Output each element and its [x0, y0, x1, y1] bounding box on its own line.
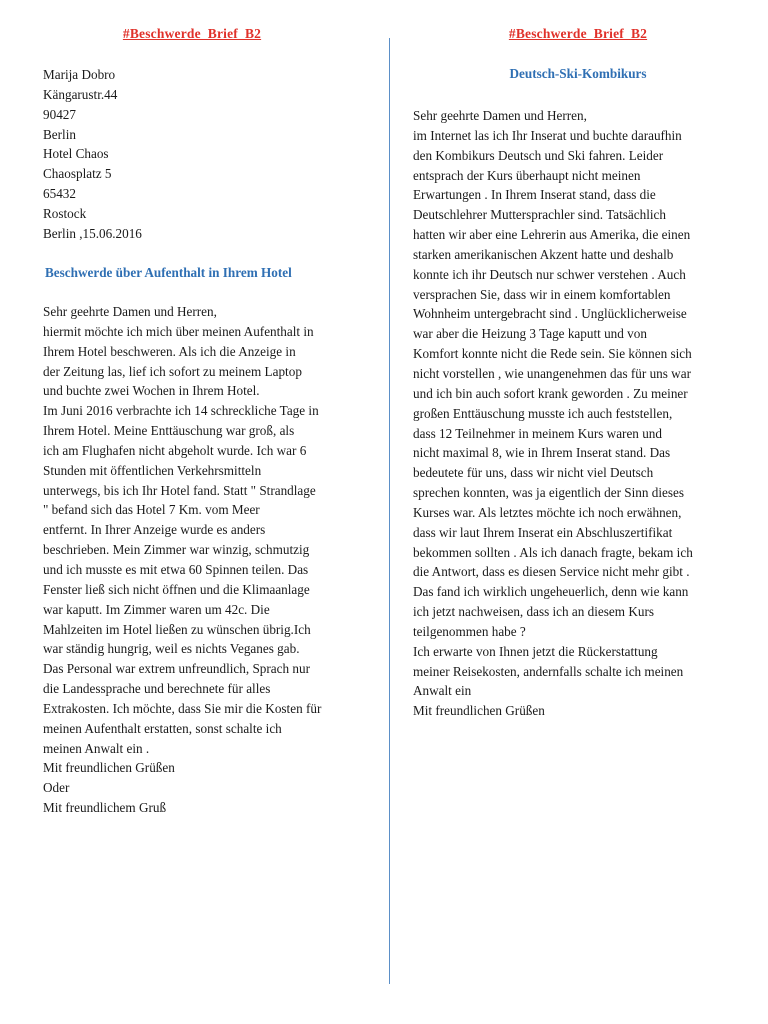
text-line: meinen Anwalt ein .: [43, 740, 150, 756]
text-line: ich jetzt nachweisen, dass ich an diesem Kurs: [413, 604, 654, 620]
text-line: nicht vorstellen , wie unangenehmen das für uns war: [413, 365, 691, 381]
text-line: Mit freundlichen Grüßen: [413, 703, 545, 719]
text-line: den Kombikurs Deutsch und Ski fahren. Leider: [413, 147, 664, 163]
text-line: Im Juni 2016 verbrachte ich 14 schreckliche Tage in: [43, 403, 319, 419]
text-line: konnte ich ihr Deutsch nur schwer verstehen . Auch: [413, 266, 686, 282]
text-line: versprachen Sie, dass wir in einem komfortablen: [413, 286, 671, 302]
left-letter-body: [43, 302, 321, 818]
text-line: bekommen sollten . Als ich danach fragte, bekam ich: [413, 544, 693, 560]
text-line: die Antwort, dass es diesen Service nicht mehr gibt .: [413, 564, 690, 580]
text-line: bedeutete für uns, dass wir nicht viel Deutsch: [413, 465, 654, 481]
text-line: Das fand ich wirklich ungeheuerlich, denn wie kann: [413, 584, 689, 600]
right-subject-line: Deutsch-Ski-Kombikurs: [509, 66, 647, 81]
text-line: teilgenommen habe ?: [413, 623, 526, 639]
text-line: Mit freundlichen Grüßen: [43, 760, 175, 776]
text-line: unterwegs, bis ich Ihr Hotel fand. Statt " Strandlage: [43, 482, 316, 498]
text-line: dass 12 Teilnehmer in meinem Kurs waren und: [413, 425, 662, 441]
sender-recipient-address: [43, 65, 142, 244]
text-line: meiner Reisekosten, andernfalls schalte ich meinen: [413, 663, 684, 679]
text-line: Deutschlehrer Muttersprachler sind. Tatsächlich: [413, 207, 666, 223]
text-line: Mahlzeiten im Hotel ließen zu wünschen übrig.Ich: [43, 621, 311, 637]
text-line: Ihrem Hotel beschweren. Als ich die Anzeige in: [43, 343, 296, 359]
text-line: Oder: [43, 780, 70, 796]
address-line: Hotel Chaos: [43, 146, 109, 162]
text-line: meinen Aufenthalt erstatten, sonst schalte ich: [43, 720, 282, 736]
text-line: entfernt. In Ihrer Anzeige wurde es anders: [43, 522, 266, 538]
text-line: Mit freundlichem Gruß: [43, 800, 167, 816]
text-line: Extrakosten. Ich möchte, dass Sie mir die Kosten für: [43, 700, 322, 716]
address-line: Rostock: [43, 205, 87, 221]
text-line: Fenster ließ sich nicht öffnen und die Klimaanlage: [43, 581, 310, 597]
address-line: Chaosplatz 5: [43, 166, 112, 182]
text-line: war aber die Heizung 3 Tage kaputt und von: [413, 326, 647, 342]
text-line: war ständig hungrig, weil es nichts Veganes gab.: [43, 641, 300, 657]
text-line: nicht maximal 8, wie in Ihrem Inserat stand. Das: [413, 445, 671, 461]
text-line: Das Personal war extrem unfreundlich, Sprach nur: [43, 661, 310, 677]
left-hashtag-title: #Beschwerde_Brief_B2: [122, 26, 262, 41]
text-line: starken amerikanischen Akzent hatte und deshalb: [413, 246, 674, 262]
text-line: hiermit möchte ich mich über meinen Aufenthalt in: [43, 323, 314, 339]
text-line: der Zeitung las, lief ich sofort zu meinem Laptop: [43, 363, 302, 379]
address-line: 90427: [43, 106, 76, 122]
right-letter-body: [413, 106, 693, 721]
left-subject-line: Beschwerde über Aufenthalt in Ihrem Hotel: [45, 265, 292, 280]
text-line: hatten wir aber eine Lehrerin aus Amerika, die einen: [413, 227, 691, 243]
text-line: Ich erwarte von Ihnen jetzt die Rückerstattung: [413, 643, 658, 659]
text-line: dass wir laut Ihrem Inserat ein Abschluszertifikat: [413, 524, 673, 540]
text-line: Erwartungen . In Ihrem Inserat stand, dass die: [413, 187, 656, 203]
text-line: Sehr geehrte Damen und Herren,: [43, 304, 217, 319]
text-line: Kurses war. Als letztes möchte ich noch erwähnen,: [413, 504, 682, 520]
address-line: Marija Dobro: [43, 67, 116, 82]
text-line: Sehr geehrte Damen und Herren,: [413, 108, 587, 123]
text-line: beschrieben. Mein Zimmer war winzig, schmutzig: [43, 542, 310, 558]
text-line: Stunden mit öffentlichen Verkehrsmitteln: [43, 462, 262, 478]
right-hashtag-title: #Beschwerde_Brief_B2: [508, 26, 648, 41]
column-divider: [389, 38, 390, 984]
text-line: " befand sich das Hotel 7 Km. vom Meer: [43, 502, 260, 518]
address-line: 65432: [43, 186, 76, 202]
text-line: und ich musste es mit etwa 60 Spinnen teilen. Das: [43, 561, 309, 577]
address-line: Berlin ,15.06.2016: [43, 225, 142, 241]
text-line: entsprach der Kurs überhaupt nicht meinen: [413, 167, 641, 183]
text-line: und ich bin auch sofort krank geworden . Zu meiner: [413, 385, 688, 401]
text-line: die Landessprache und berechnete für alles: [43, 681, 271, 697]
text-line: Wohnheim untergebracht sind . Unglücklicherweise: [413, 306, 687, 322]
text-line: im Internet las ich Ihr Inserat und buchte daraufhin: [413, 127, 682, 143]
text-line: großen Enttäuschung musste ich auch feststellen,: [413, 405, 673, 421]
text-line: ich am Flughafen nicht abgeholt wurde. Ich war 6: [43, 442, 307, 458]
address-line: Kängarustr.44: [43, 86, 118, 102]
text-line: Ihrem Hotel. Meine Enttäuschung war groß, als: [43, 423, 295, 439]
text-line: sprechen konnten, was ja eigentlich der Sinn dieses: [413, 485, 685, 501]
address-line: Berlin: [43, 126, 76, 142]
text-line: war kaputt. Im Zimmer waren um 42c. Die: [43, 601, 270, 617]
text-line: Komfort konnte nicht die Rede sein. Sie können sich: [413, 346, 692, 362]
text-line: Anwalt ein: [413, 683, 472, 699]
text-line: und buchte zwei Wochen in Ihrem Hotel.: [43, 383, 260, 399]
